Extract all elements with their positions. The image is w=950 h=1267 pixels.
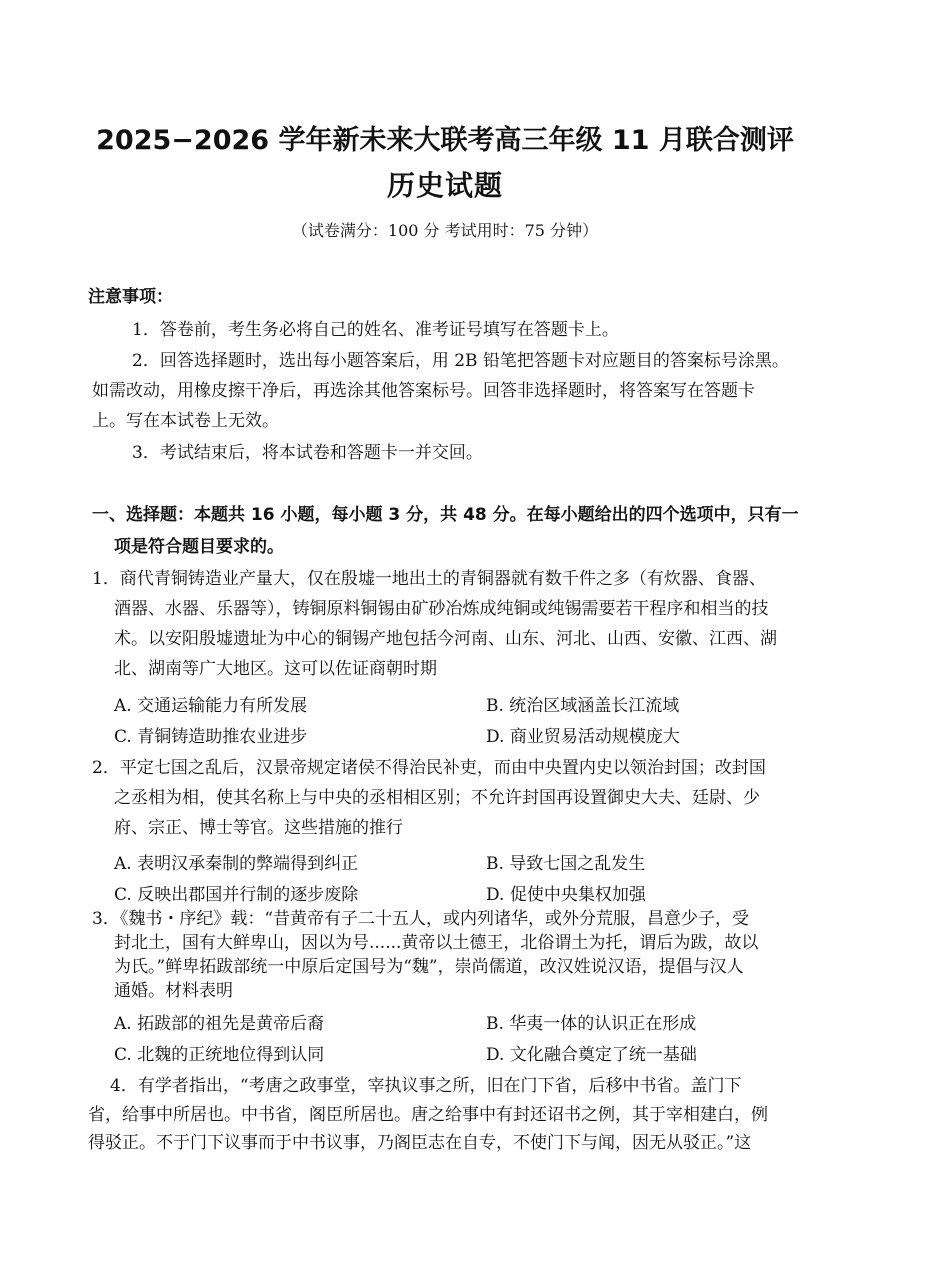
notice-line: 如需改动，用橡皮擦干净后，再选涂其他答案标号。回答非选择题时，将答案写在答题卡 (92, 381, 755, 401)
option-b: B. 统治区域涵盖长江流域 (486, 696, 680, 716)
option-d: D. 文化融合奠定了统一基础 (486, 1045, 697, 1065)
question-1-line: 术。以安阳殷墟遗址为中心的铜锡产地包括今河南、山东、河北、山西、安徽、江西、湖 (114, 629, 777, 649)
question-3-line: 封北土，国有大鲜卑山，因以为号......黄帝以土德王，北俗谓土为托，谓后为跋，故以 (114, 933, 759, 953)
option-a: A. 拓跋部的祖先是黄帝后裔 (114, 1014, 325, 1034)
question-2-line: 府、宗正、博士等官。这些措施的推行 (114, 818, 403, 838)
section-heading: 一、选择题：本题共 16 小题，每小题 3 分，共 48 分。在每小题给出的四个选项中，只有一 (92, 505, 799, 525)
notice-line: 上。写在本试卷上无效。 (92, 411, 279, 431)
option-c: C. 反映出郡国并行制的逐步废除 (114, 885, 359, 905)
option-d: D. 促使中央集权加强 (486, 885, 646, 905)
question-1-line: 1．商代青铜铸造业产量大，仅在殷墟一地出土的青铜器就有数千件之多（有炊器、食器、 (92, 569, 766, 589)
section-heading: 项是符合题目要求的。 (114, 537, 284, 557)
question-4-line: 4．有学者指出，“考唐之政事堂，宰执议事之所，旧在门下省，后移中书省。盖门下 (110, 1076, 742, 1096)
option-d: D. 商业贸易活动规模庞大 (486, 727, 680, 747)
notice-line: 2．回答选择题时，选出每小题答案后，用 2B 铅笔把答题卡对应题目的答案标号涂黑。 (132, 351, 789, 371)
option-b: B. 导致七国之乱发生 (486, 854, 646, 874)
question-1-line: 北、湖南等广大地区。这可以佐证商朝时期 (114, 659, 437, 679)
question-3-line: 通婚。材料表明 (114, 981, 233, 1001)
question-4-line: 省，给事中所居也。中书省，阁臣所居也。唐之给事中有封还诏书之例，其于宰相建白，例 (88, 1105, 768, 1125)
exam-title: 2025−2026 学年新未来大联考高三年级 11 月联合测评 (96, 125, 794, 156)
option-a: A. 表明汉承秦制的弊端得到纠正 (114, 854, 359, 874)
notice-line: 3．考试结束后，将本试卷和答题卡一并交回。 (132, 443, 483, 463)
exam-meta: （试卷满分：100 分 考试用时：75 分钟） (291, 221, 599, 240)
question-4-line: 得驳正。不于门下议事而于中书议事，乃阁臣志在自专，不使门下与闻，因无从驳正。”这 (88, 1133, 752, 1153)
option-b: B. 华夷一体的认识正在形成 (486, 1014, 697, 1034)
question-2-line: 之丞相为相，使其名称上与中央的丞相相区别；不允许封国再设置御史大夫、廷尉、少 (114, 788, 760, 808)
question-3-line: 3．《魏书・序纪》载：“昔黄帝有子二十五人，或内列诸华，或外分荒服，昌意少子，受 (92, 909, 750, 929)
notice-heading: 注意事项： (88, 287, 173, 307)
question-1-line: 酒器、水器、乐器等），铸铜原料铜锡由矿砂冶炼成纯铜或纯锡需要若干程序和相当的技 (114, 599, 769, 619)
question-3-line: 为氏。”鲜卑拓跋部统一中原后定国号为“魏”，崇尚儒道，改汉姓说汉语，提倡与汉人 (114, 957, 744, 977)
subject-title: 历史试题 (386, 169, 503, 202)
option-c: C. 青铜铸造助推农业进步 (114, 727, 308, 747)
notice-line: 1．答卷前，考生务必将自己的姓名、准考证号填写在答题卡上。 (132, 320, 619, 340)
option-c: C. 北魏的正统地位得到认同 (114, 1045, 325, 1065)
question-2-line: 2．平定七国之乱后，汉景帝规定诸侯不得治民补吏，而由中央置内史以领治封国；改封国 (92, 758, 766, 778)
option-a: A. 交通运输能力有所发展 (114, 696, 308, 716)
